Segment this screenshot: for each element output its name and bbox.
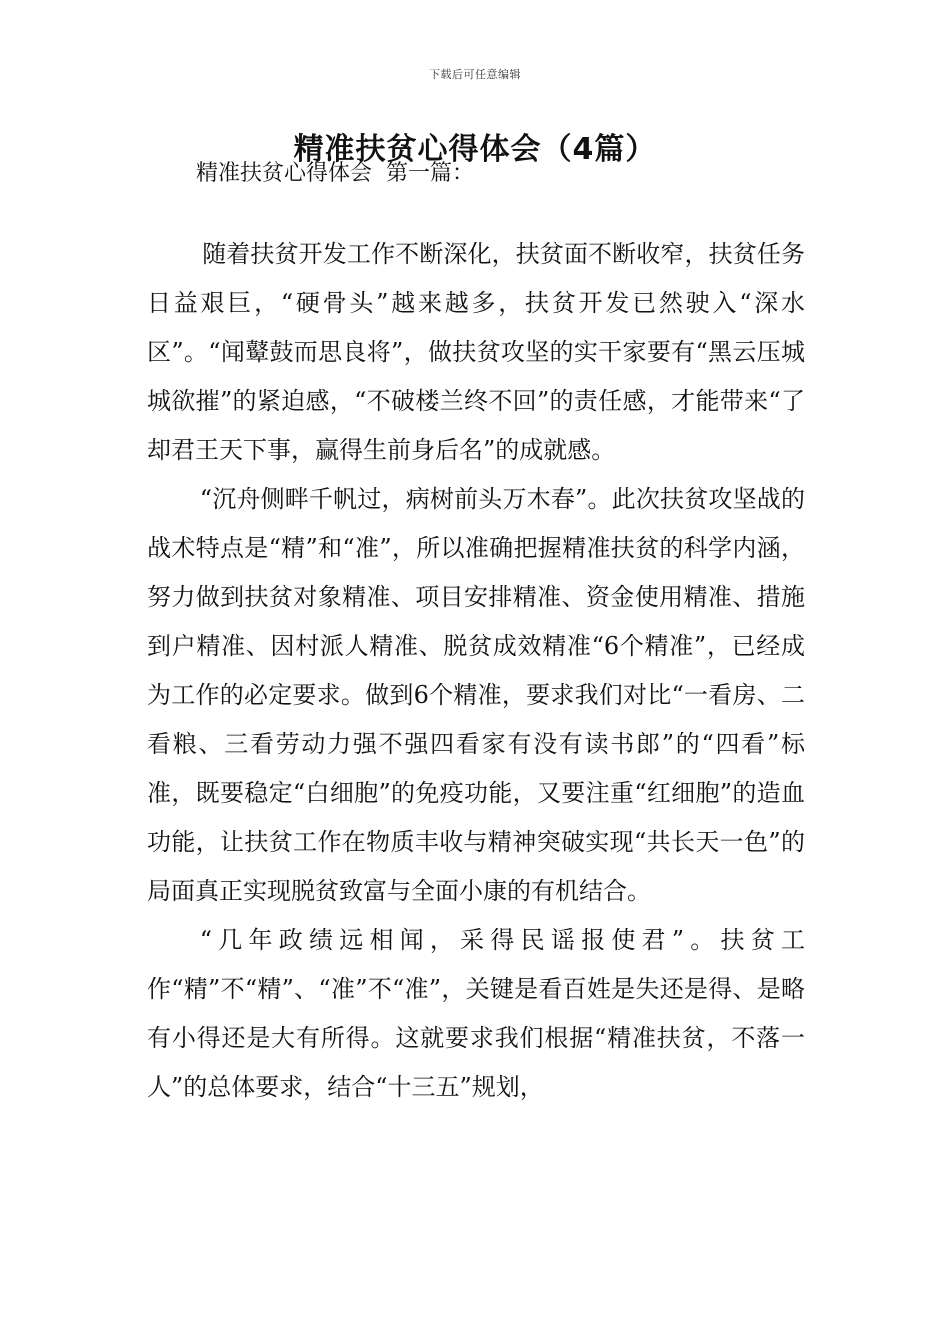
body-text	[147, 230, 805, 1112]
page-title: 精准扶贫心得体会（4篇）	[293, 132, 657, 167]
paragraph-1: 随着扶贫开发工作不断深化，扶贫面不断收窄，扶贫任务日益艰巨，“硬骨头”越来越多，扶贫开发已然驶入“深水区”。“闻鼙鼓而思良将”，做扶贫攻坚的实干家要有“黑云压城城欲摧”的紧迫感，“不破楼兰终不回”的责任感，才能带来“了却君王天下事，赢得生前身后名”的成就感。	[147, 240, 805, 464]
paragraph-3: “几年政绩远相闻，采得民谣报使君”。扶贫工作“精”不“精”、“准”不“准”，关键是看百姓是失还是得、是略有小得还是大有所得。这就要求我们根据“精准扶贫，不落一人”的总体要求，结合“十三五”规划，	[147, 926, 805, 1101]
section-subheading: 精准扶贫心得体会 第一篇：	[196, 161, 474, 186]
paragraph-2: “沉舟侧畔千帆过，病树前头万木春”。此次扶贫攻坚战的战术特点是“精”和“准”，所以准确把握精准扶贫的科学内涵，努力做到扶贫对象精准、项目安排精准、资金使用精准、措施到户精准、因村派人精准、脱贫成效精准“6个精准”，已经成为工作的必定要求。做到6个精准，要求我们对比“一看房、二看粮、三看劳动力强不强四看家有没有读书郎”的“四看”标准，既要稳定“白细胞”的免疫功能，又要注重“红细胞”的造血功能，让扶贫工作在物质丰收与精神突破实现“共长天一色”的局面真正实现脱贫致富与全面小康的有机结合。	[147, 485, 805, 905]
header-note: 下载后可任意编辑	[429, 68, 521, 81]
